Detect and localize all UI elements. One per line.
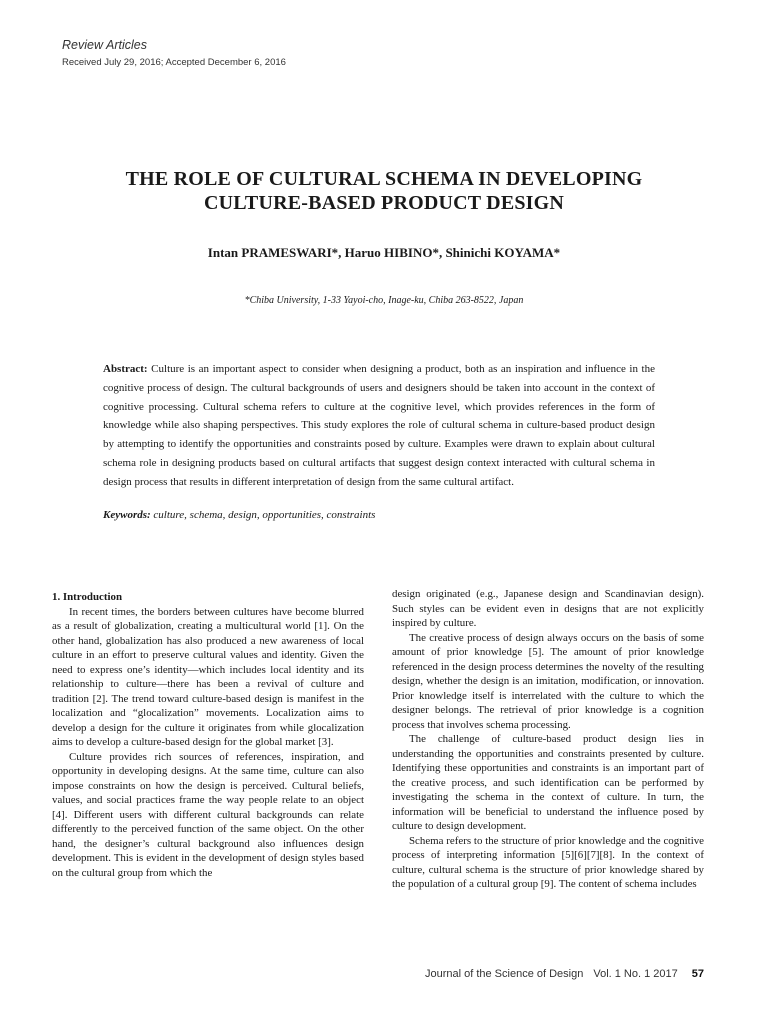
body-paragraph: Schema refers to the structure of prior knowledge and the cognitive process of interpreting information [5][6][7][8]. In the context of culture, cultural schema is the structure of prior knowledge shared by the population of a cultural group [9]. The content of schema includes bbox=[392, 834, 704, 890]
affiliation: *Chiba University, 1-33 Yayoi-cho, Inage-ku, Chiba 263-8522, Japan bbox=[244, 295, 524, 306]
page-footer bbox=[380, 968, 704, 980]
keywords-text: culture, schema, design, opportunities, constraints bbox=[150, 509, 376, 521]
journal-name: Journal of the Science of Design bbox=[424, 968, 584, 980]
body-paragraph: The creative process of design always occurs on the basis of some amount of prior knowledge [5]. The amount of prior knowledge referenced in the design process determines the novelty of the resulting design, whether the design is an imitation, modification, or innovation. Prior knowledge itself is interrelated with the culture to which the designer belongs. The retrieval of prior knowledge is a cognition process that involves schema processing. bbox=[392, 631, 704, 731]
body-paragraph: The challenge of culture-based product design lies in understanding the opportunities and constraints presented by culture. Identifying these opportunities and constraints is an important part of the creative process, and such identification can be performed by investigating the schema in the context of culture. In turn, the information will be beneficial to understand the influence posed by culture to design development. bbox=[392, 733, 704, 832]
title-line-1: THE ROLE OF CULTURAL SCHEMA IN DEVELOPING bbox=[125, 168, 643, 190]
author-list: Intan PRAMESWARI*, Haruo HIBINO*, Shinichi KOYAMA* bbox=[207, 245, 561, 260]
body-column-right bbox=[392, 587, 704, 892]
abstract-text: Culture is an important aspect to consider when designing a product, both as an inspiration and influence in the cognitive process of design. The cultural backgrounds of users and designers should be taken into account in the context of cognitive processing. Cultural schema refers to culture at the cognitive level, which provides references in the form of knowledge while also shaping perspectives. This study explores the role of cultural schema in culture-based product design by attempting to identify the opportunities and constraints posed by culture. Examples were drawn to explain about cultural schema role in designing products based on cultural artifacts that suggest design context interacted with cultural schema in design process that results in different interpretation of design from the same cultural artifact. bbox=[103, 363, 655, 488]
section-label: Review Articles bbox=[62, 38, 147, 52]
body-column-left bbox=[52, 590, 364, 880]
body-paragraph: Culture provides rich sources of references, inspiration, and opportunity in developing designs. At the same time, culture can also impose constraints on how the design is perceived. Cultural beliefs, values, and social practices frame the way people relate to an object [4]. Different users with different cultural backgrounds can relate differently to the perceived function of the same object. On the other hand, the designer’s cultural background also influences design development. This is evident in the development of design styles based on the cultural group from which the bbox=[52, 750, 364, 879]
paper-title bbox=[40, 167, 728, 215]
volume-issue: Vol. 1 No. 1 2017 bbox=[593, 968, 678, 980]
keywords bbox=[103, 507, 655, 523]
abstract-label: Abstract: bbox=[103, 363, 148, 375]
body-paragraph: design originated (e.g., Japanese design and Scandinavian design). Such styles can be evident even in designs that are not explicitly inspired by culture. bbox=[392, 588, 704, 629]
title-line-2: CULTURE-BASED PRODUCT DESIGN bbox=[203, 192, 565, 214]
section-heading: 1. Introduction bbox=[52, 591, 122, 603]
received-accepted-dates: Received July 29, 2016; Accepted December 6, 2016 bbox=[62, 57, 286, 68]
abstract bbox=[103, 360, 655, 492]
keywords-label: Keywords: bbox=[103, 509, 151, 521]
body-paragraph: In recent times, the borders between cultures have become blurred as a result of globalization, creating a multicultural world [1]. On the other hand, globalization has also produced a new awareness of local culture in an effort to preserve cultural values and identity. Given the need to express one’s identity—which includes local identity and its relationship to culture—there has been a revival of culture and tradition [2]. The trend toward culture-based design is manifest in the localization and “glocalization” movements. Localization aims to develop a design for the culture it originates from while glocalization aims to develop a culture-based design for the global market [3]. bbox=[52, 605, 364, 748]
page-number: 57 bbox=[691, 968, 704, 980]
